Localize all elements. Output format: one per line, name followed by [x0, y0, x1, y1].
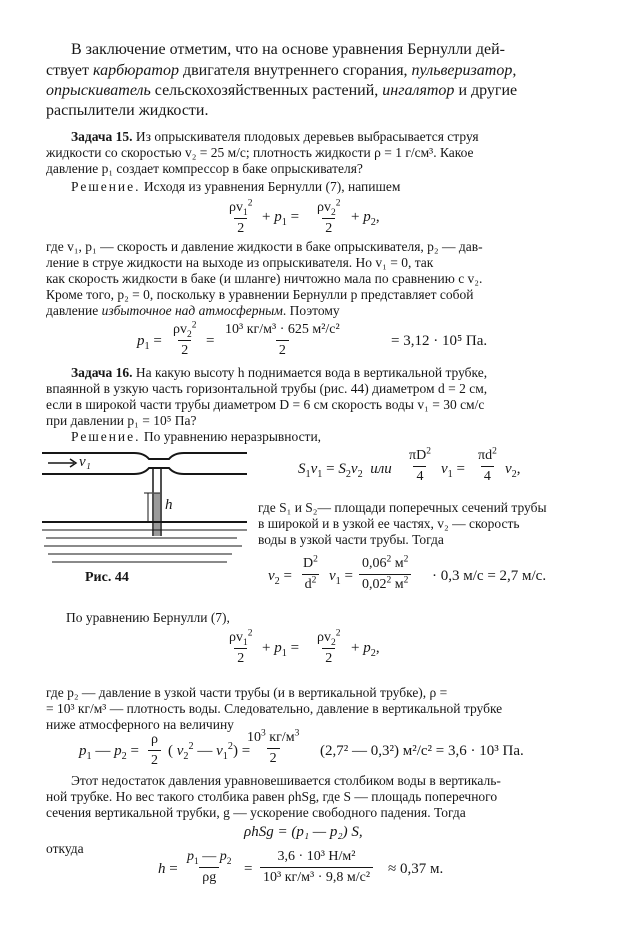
- figure-label-h: h: [165, 497, 173, 513]
- task15-line-2: жидкости со скоростью v₂ = 25 м/с; плотность жидкости ρ = 1 г/см³. Какое: [46, 145, 474, 160]
- task15-where-1: где v₁, p₁ — скорость и давление жидкости в баке опрыскивателя, p₂ — дав-: [46, 239, 483, 254]
- otkuda-label: откуда: [46, 841, 84, 856]
- intro-line-1: В заключение отметим, что на основе уравнения Бернулли дей-: [71, 41, 505, 58]
- task16-bernoulli-intro: По уравнению Бернулли (7),: [66, 610, 230, 625]
- task16-solution: Решение. По уравнению неразрывности,: [71, 429, 322, 444]
- task16-line-3: если в широкой части трубы диаметром D = 6 см скорость воды v₁ = 30 см/с: [46, 397, 485, 412]
- task16-where-2: = 10³ кг/м³ — плотность воды. Следовательно, давление в вертикальной трубке: [46, 701, 503, 716]
- intro-line-2: ствует карбюратор двигателя внутреннего сгорания, пульверизатор,: [46, 62, 517, 79]
- task16-para-1: Этот недостаток давления уравновешивается столбиком воды в вертикаль-: [71, 773, 501, 788]
- figure-label-v1: v₁: [79, 454, 91, 470]
- intro-line-4: распылители жидкости.: [46, 102, 209, 119]
- task16-continuity-where-1: где S₁ и S₂— площади поперечных сечений трубы: [258, 500, 547, 515]
- task16-continuity-where-2: в широкой и в узкой ее частях, v₂ — скорость: [258, 516, 520, 531]
- task15-where-3: как скорость жидкости в баке (и шланге) ничтожно мала по сравнению с v₂.: [46, 271, 483, 286]
- task15-solution: Решение. Исходя из уравнения Бернулли (7), напишем: [71, 179, 401, 194]
- task16-line-2: впаянной в узкую часть горизонтальной трубы (рис. 44) диаметром d = 2 см,: [46, 381, 488, 396]
- task15-where-5: давление избыточное над атмосферным. Поэтому: [46, 303, 340, 318]
- task16-line-1: Задача 16. На какую высоту h поднимается вода в вертикальной трубке,: [71, 365, 488, 380]
- task15-line-3: давление p₁ создает компрессор в баке опрыскивателя?: [46, 161, 363, 176]
- task16-where-3: ниже атмосферного на величину: [46, 717, 234, 732]
- task16-where-1: где p₂ — давление в узкой части трубы (и в вертикальной трубке), ρ =: [46, 685, 448, 700]
- task16-continuity-where-3: воды в узкой части трубы. Тогда: [258, 532, 444, 547]
- figure-44-pipe-diagram: [42, 448, 247, 578]
- task16-para-2: ной трубке. Но вес такого столбика равен ρhSg, где S — площадь поперечного: [46, 789, 498, 804]
- task15-line-1: Задача 15. Из опрыскивателя плодовых деревьев выбрасывается струя: [71, 129, 479, 144]
- weight-balance-equation: ρhSg = (p₁ — p₂) S,: [244, 824, 363, 840]
- task15-where-2: ление в струе жидкости на выходе из опрыскивателя. Но v₁ = 0, так: [46, 255, 434, 270]
- task16-para-3: сечения вертикальной трубки, g — ускорение свободного падения. Тогда: [46, 805, 466, 820]
- figure-44-caption: Рис. 44: [85, 570, 129, 585]
- task16-line-4: при давлении p₁ = 10⁵ Па?: [46, 413, 197, 428]
- intro-line-3: опрыскиватель сельскохозяйственных растений, ингалятор и другие: [46, 82, 518, 99]
- task15-where-4: Кроме того, p₂ = 0, поскольку в уравнении Бернулли p представляет собой: [46, 287, 474, 302]
